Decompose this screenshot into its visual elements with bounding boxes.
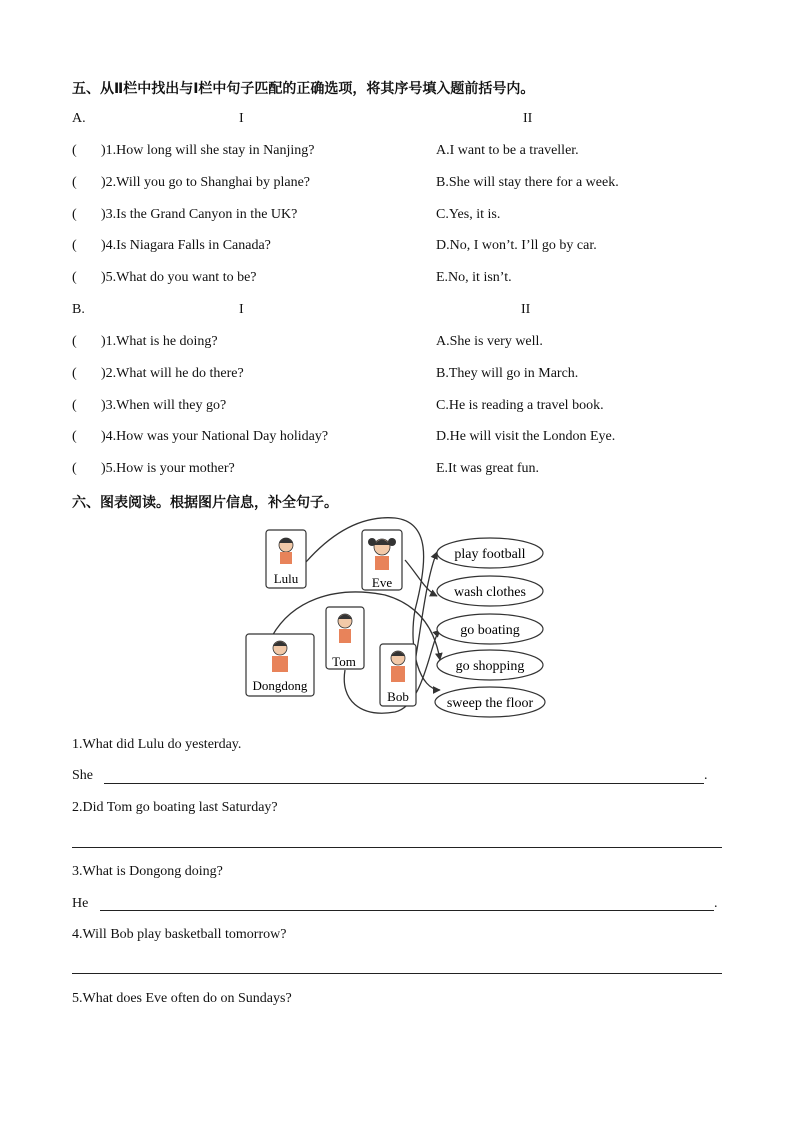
q4-text: 4.Will Bob play basketball tomorrow? [72, 927, 287, 942]
section6-title: 六、图表阅读。根据图片信息，补全句子。 [72, 495, 338, 511]
activity-oval-play-football [437, 538, 543, 568]
groupA-row-4-answer: D.No, I won’t. I’ll go by car. [436, 238, 597, 254]
person-label-lulu: Lulu [273, 571, 299, 586]
svg-text:wash clothes: wash clothes [454, 585, 526, 600]
groupA-col1-header: I [239, 111, 244, 126]
q1-answer-line[interactable] [104, 783, 704, 784]
groupB-row-2-answer: B.They will go in March. [436, 365, 579, 381]
groupA-row-1-paren[interactable]: ( [72, 143, 77, 158]
groupB-row-5-question: )5.How is your mother? [101, 461, 235, 477]
groupA-row-2-answer: B.She will stay there for a week. [436, 174, 619, 190]
q4-answer-line[interactable] [72, 973, 722, 974]
person-label-bob: Bob [387, 689, 409, 704]
person-label-eve: Eve [371, 575, 393, 590]
groupB-row-1-paren[interactable]: ( [72, 334, 77, 349]
groupA-row-1-answer: A.I want to be a traveller. [436, 143, 579, 158]
q1-text: 1.What did Lulu do yesterday. [72, 737, 242, 752]
groupB-row-4-question: )4.How was your National Day holiday? [101, 429, 329, 445]
groupA-row-3-question: )3.Is the Grand Canyon in the UK? [101, 206, 298, 222]
q5-text: 5.What does Eve often do on Sundays? [72, 991, 292, 1006]
q2-answer-line[interactable] [72, 847, 722, 848]
q3-text: 3.What is Dongong doing? [72, 864, 223, 879]
groupB-row-3-question: )3.When will they go? [101, 397, 227, 413]
groupB-row-2-paren[interactable]: ( [72, 365, 77, 381]
section5-title: 五、从Ⅱ栏中找出与Ⅰ栏中句子匹配的正确选项，将其序号填入题前括号内。 [72, 81, 535, 97]
svg-text:sweep the floor: sweep the floor [446, 696, 534, 711]
groupA-row-4-paren[interactable]: ( [72, 238, 77, 254]
groupB-row-1-answer: A.She is very well. [436, 334, 543, 349]
svg-text:play football: play football [454, 547, 526, 562]
groupB-row-4-paren[interactable]: ( [72, 429, 77, 445]
person-card-bob [380, 644, 416, 706]
groupA-col2-header: II [523, 111, 533, 126]
groupB-col2-header: II [521, 302, 531, 317]
q1-suffix: . [704, 768, 708, 783]
q1-prefix: She [72, 768, 93, 783]
groupA-row-5-answer: E.No, it isn’t. [436, 270, 512, 286]
person-card-tom [326, 607, 364, 669]
person-card-eve [362, 530, 402, 590]
groupB-row-3-answer: C.He is reading a travel book. [436, 397, 604, 413]
person-card-lulu [266, 530, 306, 588]
svg-text:go boating: go boating [460, 623, 520, 638]
q2-text: 2.Did Tom go boating last Saturday? [72, 800, 278, 815]
activity-oval-wash-clothes [437, 576, 543, 606]
groupA-row-2-paren[interactable]: ( [72, 174, 77, 190]
groupB-row-5-paren[interactable]: ( [72, 461, 77, 477]
q3-prefix: He [72, 896, 89, 911]
person-label-dongdong: Dongdong [252, 678, 308, 693]
person-card-dongdong [246, 634, 314, 696]
groupB-row-4-answer: D.He will visit the London Eye. [436, 429, 616, 445]
groupA-row-5-paren[interactable]: ( [72, 270, 77, 286]
groupB-row-2-question: )2.What will he do there? [101, 365, 244, 381]
groupB-row-3-paren[interactable]: ( [72, 397, 77, 413]
activity-oval-go-shopping [437, 650, 543, 680]
groupB-row-1-question: )1.What is he doing? [101, 334, 218, 349]
q3-suffix: . [714, 896, 718, 911]
groupA-row-3-answer: C.Yes, it is. [436, 206, 501, 222]
groupA-row-3-paren[interactable]: ( [72, 206, 77, 222]
groupA-row-2-question: )2.Will you go to Shanghai by plane? [101, 174, 311, 190]
groupB-row-5-answer: E.It was great fun. [436, 461, 540, 477]
svg-text:go shopping: go shopping [455, 659, 525, 674]
groupA-label: A. [72, 111, 86, 126]
activity-oval-go-boating [437, 614, 543, 644]
groupB-label: B. [72, 302, 85, 317]
groupA-row-4-question: )4.Is Niagara Falls in Canada? [101, 238, 271, 254]
groupA-row-1-question: )1.How long will she stay in Nanjing? [101, 143, 315, 158]
person-label-tom: Tom [332, 654, 356, 669]
groupB-col1-header: I [239, 302, 244, 317]
groupA-row-5-question: )5.What do you want to be? [101, 270, 257, 286]
q3-answer-line[interactable] [100, 910, 714, 911]
activity-oval-sweep-the-floor [435, 687, 545, 717]
